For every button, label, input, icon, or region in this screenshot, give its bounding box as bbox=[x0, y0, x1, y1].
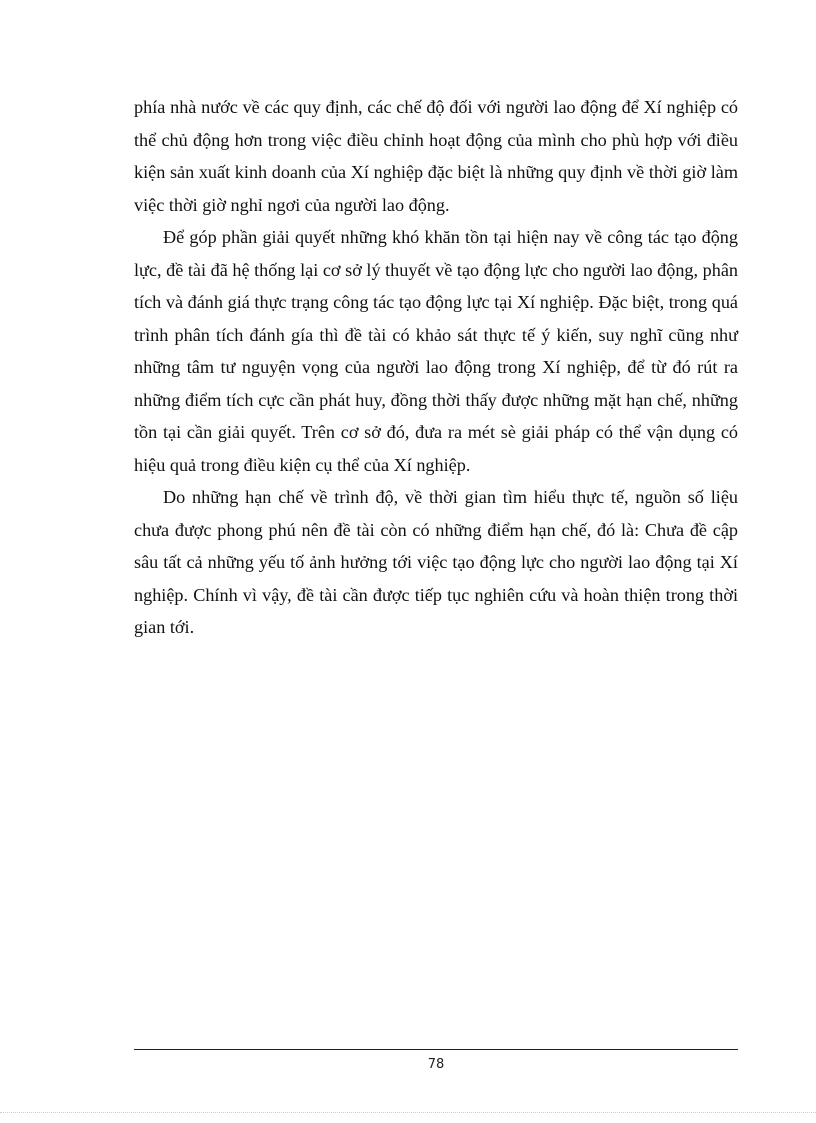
page-bottom-border bbox=[0, 1112, 816, 1113]
paragraph-limitations: Do những hạn chế về trình độ, về thời gian tìm hiểu thực tế, nguồn số liệu chưa được phong phú nên đề tài còn có những điểm hạn chế, đó là: Chưa đề cập sâu tất cả những yếu tố ảnh hưởng tới việc tạo động lực cho người lao động tại Xí nghiệp. Chính vì vậy, đề tài cần được tiếp tục nghiên cứu và hoàn thiện trong thời gian tới. bbox=[134, 487, 738, 637]
body-text bbox=[134, 91, 738, 644]
paragraph-continuation: phía nhà nước về các quy định, các chế độ đối với người lao động để Xí nghiệp có thể chủ động hơn trong việc điều chỉnh hoạt động của mình cho phù hợp với điều kiện sản xuất kinh doanh của Xí nghiệp đặc biệt là những quy định về thời giờ làm việc thời giờ nghỉ ngơi của người lao động. bbox=[134, 97, 738, 215]
paragraph-solutions: Để góp phần giải quyết những khó khăn tồn tại hiện nay về công tác tạo động lực, đề tài đã hệ thống lại cơ sở lý thuyết về tạo động lực cho người lao động, phân tích và đánh giá thực trạng công tác tạo động lực tại Xí nghiệp. Đặc biệt, trong quá trình phân tích đánh gía thì đề tài có khảo sát thực tế ý kiến, suy nghĩ cũng như những tâm tư nguyện vọng của người lao động trong Xí nghiệp, để từ đó rút ra những điểm tích cực cần phát huy, đồng thời thấy được những mặt hạn chế, những tồn tại cần giải quyết. Trên cơ sở đó, đưa ra mét sè giải pháp có thể vận dụng có hiệu quả trong điều kiện cụ thể của Xí nghiệp. bbox=[134, 227, 738, 475]
page-number: 78 bbox=[427, 1057, 445, 1072]
footer-divider bbox=[134, 1049, 738, 1050]
